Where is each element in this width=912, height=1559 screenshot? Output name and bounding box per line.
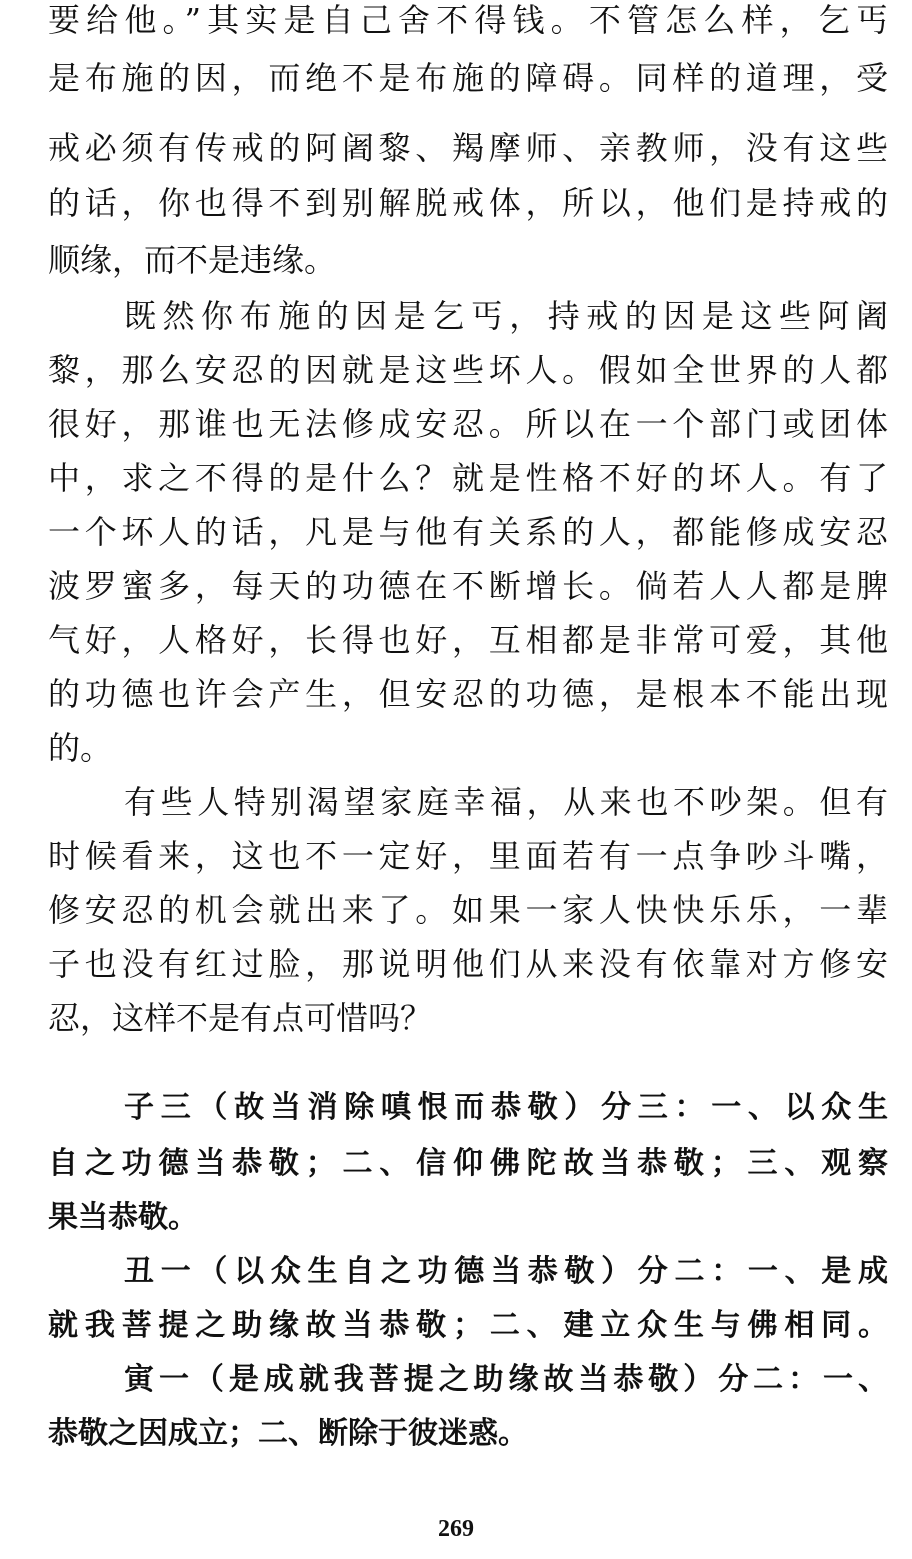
text-line: 的话，你也得不到别解脱戒体，所以，他们是持戒的 (48, 184, 888, 222)
text-line: 是布施的因，而绝不是布施的障碍。同样的道理，受 (48, 59, 888, 97)
text-line: 气好，人格好，长得也好，互相都是非常可爱，其他 (48, 621, 888, 659)
text-line: 的功德也许会产生，但安忍的功德，是根本不能出现 (48, 675, 888, 713)
page-number: 269 (438, 1516, 474, 1542)
text-line: 波罗蜜多，每天的功德在不断增长。倘若人人都是脾 (48, 567, 888, 605)
text-line: 很好，那谁也无法修成安忍。所以在一个部门或团体 (48, 405, 888, 443)
text-line: 要给他。”其实是自己舍不得钱。不管怎么样，乞丐 (48, 1, 888, 39)
text-line: 黎，那么安忍的因就是这些坏人。假如全世界的人都 (48, 351, 888, 389)
heading-line: 丑一（以众生自之功德当恭敬）分二：一、是成 (124, 1254, 888, 1289)
heading-line: 就我菩提之助缘故当恭敬；二、建立众生与佛相同。 (48, 1308, 888, 1343)
text-line: 有些人特别渴望家庭幸福，从来也不吵架。但有 (124, 783, 888, 821)
text-line: 既然你布施的因是乞丐，持戒的因是这些阿阇 (124, 297, 888, 335)
text-line: 时候看来，这也不一定好，里面若有一点争吵斗嘴， (48, 837, 888, 875)
text-line: 一个坏人的话，凡是与他有关系的人，都能修成安忍 (48, 513, 888, 551)
text-line: 子也没有红过脸，那说明他们从来没有依靠对方修安 (48, 945, 888, 983)
heading-line: 自之功德当恭敬；二、信仰佛陀故当恭敬；三、观察 (48, 1146, 888, 1181)
text-line: 戒必须有传戒的阿阇黎、羯摩师、亲教师，没有这些 (48, 129, 888, 167)
text-line: 忍，这样不是有点可惜吗？ (48, 999, 433, 1037)
heading-line: 果当恭敬。 (48, 1200, 198, 1235)
heading-line: 子三（故当消除嗔恨而恭敬）分三：一、以众生 (124, 1090, 888, 1125)
text-line: 中，求之不得的是什么？就是性格不好的坏人。有了 (48, 459, 888, 497)
heading-line: 寅一（是成就我菩提之助缘故当恭敬）分二：一、 (124, 1362, 888, 1397)
text-line: 修安忍的机会就出来了。如果一家人快快乐乐，一辈 (48, 891, 888, 929)
text-line: 顺缘，而不是违缘。 (48, 241, 337, 279)
text-line: 的。 (48, 729, 113, 767)
heading-line: 恭敬之因成立；二、断除于彼迷惑。 (48, 1416, 528, 1451)
